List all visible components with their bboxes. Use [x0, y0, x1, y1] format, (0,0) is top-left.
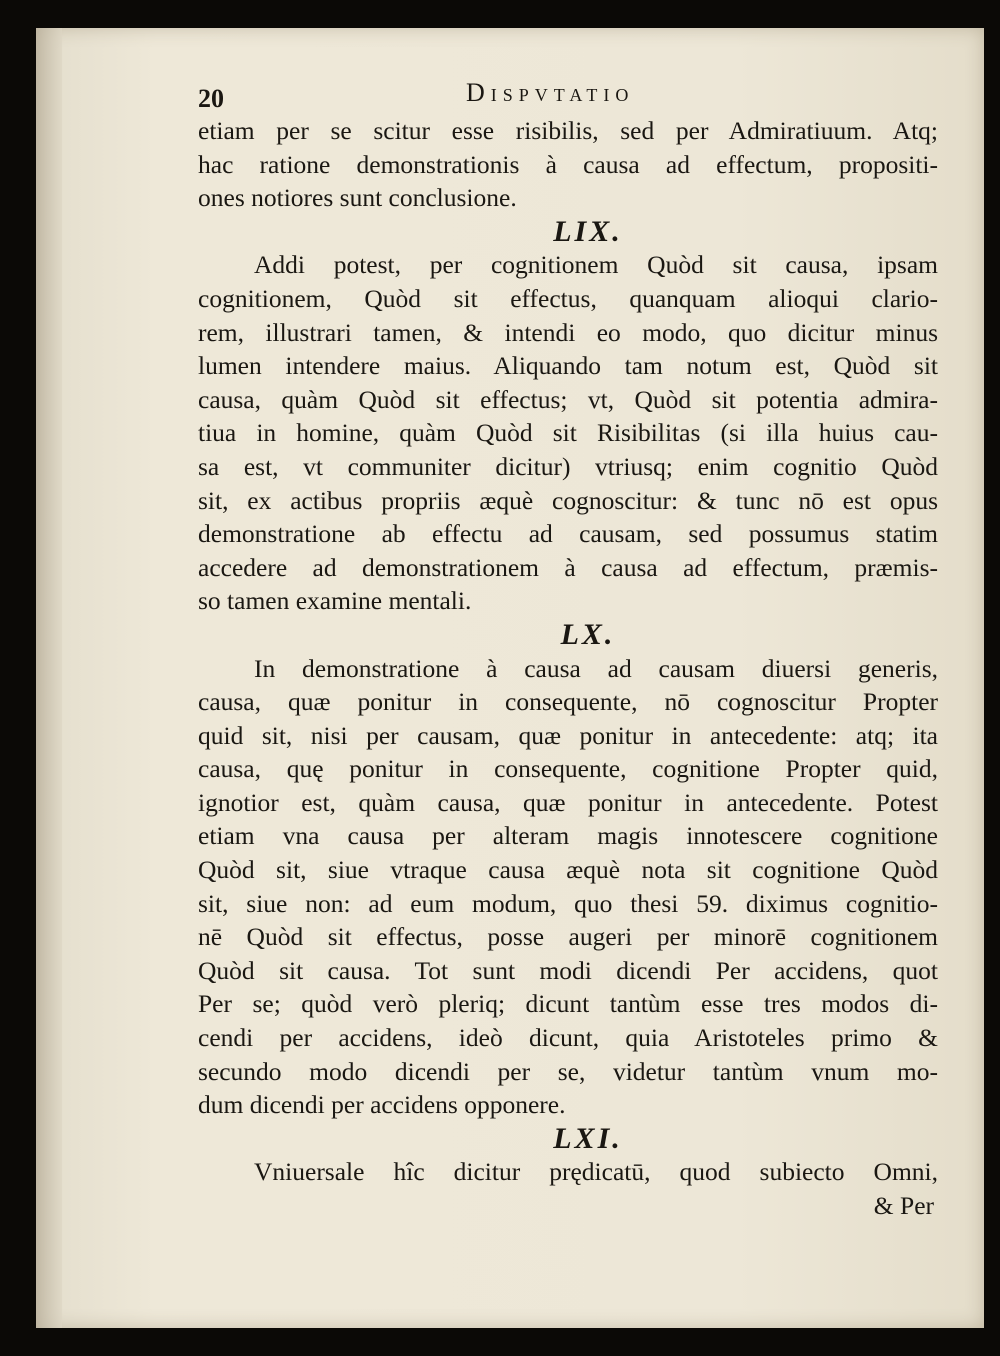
- text-line: so tamen examine mentali.: [198, 586, 472, 616]
- text-line: causa, quæ ponitur in consequente, nō cognoscitur Propter: [198, 687, 938, 717]
- text-line: Quòd sit, siue vtraque causa æquè nota sit cognitione Quòd: [198, 855, 938, 885]
- page-number: 20: [198, 84, 224, 113]
- running-title: Dispvtatio: [466, 78, 635, 107]
- text-line: dum dicendi per accidens opponere.: [198, 1090, 566, 1120]
- text-line: tiua in homine, quàm Quòd sit Risibilitas (si illa huius cau-: [198, 418, 938, 448]
- text-line: secundo modo dicendi per se, videtur tantùm vnum mo-: [198, 1056, 938, 1086]
- paragraph-lxi: [198, 1155, 938, 1189]
- text-line: ignotior est, quàm causa, quæ ponitur in antecedente. Potest: [198, 787, 938, 817]
- text-line: sit, siue non: ad eum modum, quo thesi 59. diximus cognitio-: [198, 888, 938, 918]
- text-line: sit, ex actibus propriis æquè cognoscitur: & tunc nō est opus: [198, 485, 938, 515]
- text-line: Vniuersale hîc dicitur prędicatū, quod subiecto Omni,: [254, 1157, 938, 1187]
- text-line: rem, illustrari tamen, & intendi eo modo, quo dicitur minus: [198, 317, 938, 347]
- paragraph-continuation: [198, 114, 938, 215]
- text-line: lumen intendere maius. Aliquando tam notum est, Quòd sit: [198, 351, 938, 381]
- page-gutter-shadow: [36, 28, 62, 1328]
- text-line: cendi per accidens, ideò dicunt, quia Aristoteles primo &: [198, 1023, 938, 1053]
- text-line: causa, quàm Quòd sit effectus; vt, Quòd sit potentia admira-: [198, 384, 938, 414]
- section-heading-lix: LIX.: [553, 214, 623, 248]
- text-line: ones notiores sunt conclusione.: [198, 183, 517, 213]
- text-line: etiam vna causa per alteram magis innotescere cognitione: [198, 821, 938, 851]
- catchword: & Per: [873, 1191, 934, 1220]
- page-text: [198, 70, 938, 1223]
- page-header: [198, 70, 938, 114]
- text-line: Quòd sit causa. Tot sunt modi dicendi Per accidens, quot: [198, 955, 938, 985]
- text-line: accedere ad demonstrationem à causa ad effectum, præmis-: [198, 552, 938, 582]
- text-line: hac ratione demonstrationis à causa ad effectum, propositi-: [198, 149, 938, 179]
- text-line: sa est, vt communiter dicitur) vtriusq; enim cognitio Quòd: [198, 451, 938, 481]
- text-line: demonstratione ab effectu ad causam, sed possumus statim: [198, 519, 938, 549]
- text-line: causa, quę ponitur in consequente, cognitione Propter quid,: [198, 754, 938, 784]
- text-line: cognitionem, Quòd sit effectus, quanquam alioqui clario-: [198, 283, 938, 313]
- paragraph-lx: [198, 652, 938, 1122]
- text-line: etiam per se scitur esse risibilis, sed per Admiratiuum. Atq;: [198, 116, 938, 145]
- text-line: nē Quòd sit effectus, posse augeri per minorē cognitionem: [198, 922, 938, 952]
- text-line: Per se; quòd verò pleriq; dicunt tantùm esse tres modos di-: [198, 989, 938, 1019]
- text-line: In demonstratione à causa ad causam diuersi generis,: [254, 653, 938, 683]
- section-heading-lxi: LXI.: [553, 1121, 623, 1155]
- text-line: quid sit, nisi per causam, quæ ponitur in antecedente: atq; ita: [198, 720, 938, 750]
- paragraph-lix: [198, 248, 938, 618]
- section-heading-lx: LX.: [560, 617, 616, 651]
- text-line: Addi potest, per cognitionem Quòd sit causa, ipsam: [254, 250, 938, 280]
